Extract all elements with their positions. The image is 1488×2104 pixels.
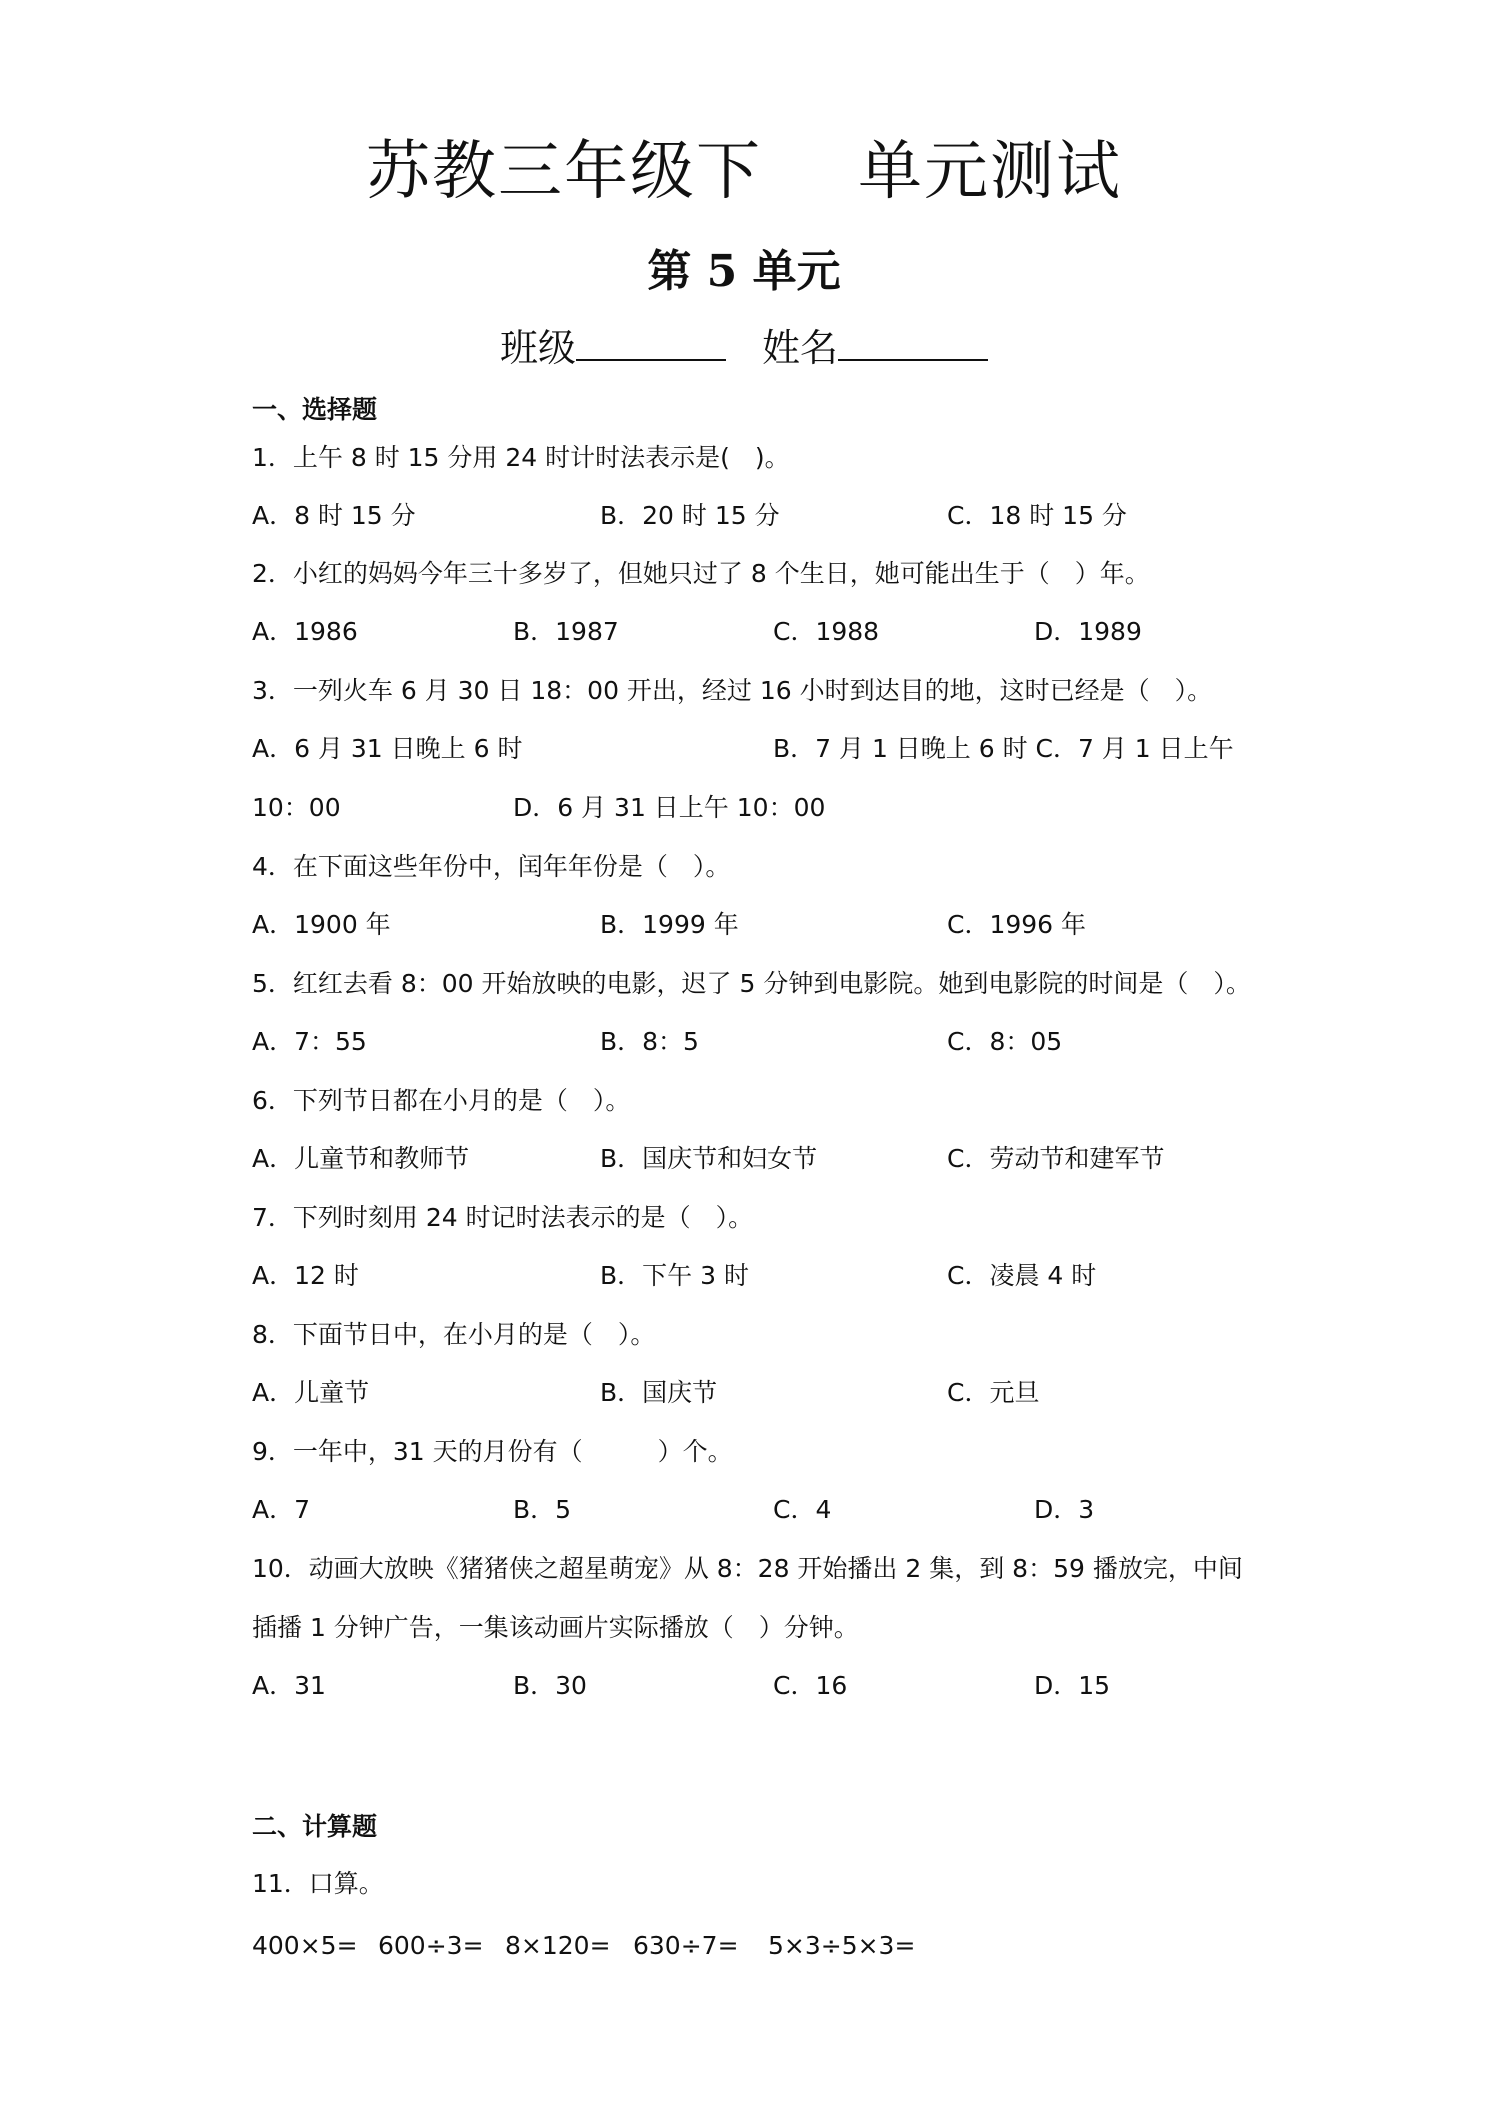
student-info-line	[0, 322, 1488, 374]
unit-subtitle: 第 5 单元	[647, 246, 841, 297]
title-left: 苏教三年级下	[366, 135, 762, 209]
q10-option-b: B．30	[513, 1671, 587, 1700]
question-11: 11．口算。	[252, 1869, 384, 1898]
q11-item: 630÷7=	[633, 1931, 739, 1960]
q1-option-a: A．8 时 15 分	[252, 501, 416, 530]
section-heading-choice: 一、选择题	[252, 395, 378, 424]
question-5: 5．红红去看 8：00 开始放映的电影，迟了 5 分钟到电影院。她到电影院的时间是（ ）。	[252, 969, 1251, 998]
class-blank[interactable]	[576, 323, 726, 361]
question-10-line-1: 10．动画大放映《猪猪侠之超星萌宠》从 8：28 开始播出 2 集，到 8：59 播放完，中间	[252, 1554, 1243, 1583]
page-title	[0, 130, 1488, 214]
question-2: 2．小红的妈妈今年三十多岁了，但她只过了 8 个生日，她可能出生于（ ）年。	[252, 559, 1150, 588]
question-9: 9．一年中，31 天的月份有（ ）个。	[252, 1437, 733, 1466]
q6-option-a: A．儿童节和教师节	[252, 1144, 470, 1173]
q10-option-d: D．15	[1034, 1671, 1111, 1700]
q4-option-b: B．1999 年	[600, 910, 739, 939]
question-4: 4．在下面这些年份中，闰年年份是（ ）。	[252, 852, 731, 881]
q4-option-c: C．1996 年	[947, 910, 1087, 939]
q11-item: 600÷3=	[378, 1931, 484, 1960]
q11-item: 5×3÷5×3=	[768, 1931, 916, 1960]
q10-option-c: C．16	[773, 1671, 848, 1700]
question-3: 3．一列火车 6 月 30 日 18：00 开出，经过 16 小时到达目的地，这时已经是（ ）。	[252, 676, 1213, 705]
class-label: 班级	[499, 326, 576, 370]
question-7: 7．下列时刻用 24 时记时法表示的是（ ）。	[252, 1203, 754, 1232]
q9-option-b: B．5	[513, 1495, 572, 1524]
q4-option-a: A．1900 年	[252, 910, 391, 939]
q3-option-a: A．6 月 31 日晚上 6 时	[252, 734, 523, 763]
q5-option-a: A．7：55	[252, 1027, 367, 1056]
q8-option-b: B．国庆节	[600, 1378, 718, 1407]
q2-option-c: C．1988	[773, 617, 880, 646]
q6-option-b: B．国庆节和妇女节	[600, 1144, 818, 1173]
q11-item: 8×120=	[505, 1931, 611, 1960]
q5-option-c: C．8：05	[947, 1027, 1063, 1056]
question-8: 8．下面节日中，在小月的是（ ）。	[252, 1320, 656, 1349]
q9-option-a: A．7	[252, 1495, 311, 1524]
name-blank[interactable]	[838, 323, 988, 361]
q3-option-b-c: B．7 月 1 日晚上 6 时 C．7 月 1 日上午	[773, 734, 1234, 763]
q9-option-d: D．3	[1034, 1495, 1095, 1524]
q1-option-b: B．20 时 15 分	[600, 501, 780, 530]
q10-option-a: A．31	[252, 1671, 326, 1700]
q3-option-c-continued: 10：00	[252, 793, 341, 822]
q7-option-a: A．12 时	[252, 1261, 359, 1290]
q11-item: 400×5=	[252, 1931, 358, 1960]
title-right: 单元测试	[858, 135, 1122, 209]
section-heading-calculation: 二、计算题	[252, 1812, 378, 1841]
q5-option-b: B．8：5	[600, 1027, 699, 1056]
q3-option-d: D．6 月 31 日上午 10：00	[513, 793, 826, 822]
q7-option-c: C．凌晨 4 时	[947, 1261, 1097, 1290]
q2-option-d: D．1989	[1034, 617, 1142, 646]
q2-option-b: B．1987	[513, 617, 619, 646]
q7-option-b: B．下午 3 时	[600, 1261, 749, 1290]
question-1: 1．上午 8 时 15 分用 24 时计时法表示是( )。	[252, 443, 790, 472]
question-6: 6．下列节日都在小月的是（ ）。	[252, 1086, 631, 1115]
question-10-line-2: 插播 1 分钟广告，一集该动画片实际播放（ ）分钟。	[252, 1613, 859, 1642]
q6-option-c: C．劳动节和建军节	[947, 1144, 1165, 1173]
name-label: 姓名	[762, 326, 839, 370]
q9-option-c: C．4	[773, 1495, 832, 1524]
q8-option-c: C．元旦	[947, 1378, 1040, 1407]
q8-option-a: A．儿童节	[252, 1378, 370, 1407]
q1-option-c: C．18 时 15 分	[947, 501, 1127, 530]
q2-option-a: A．1986	[252, 617, 358, 646]
